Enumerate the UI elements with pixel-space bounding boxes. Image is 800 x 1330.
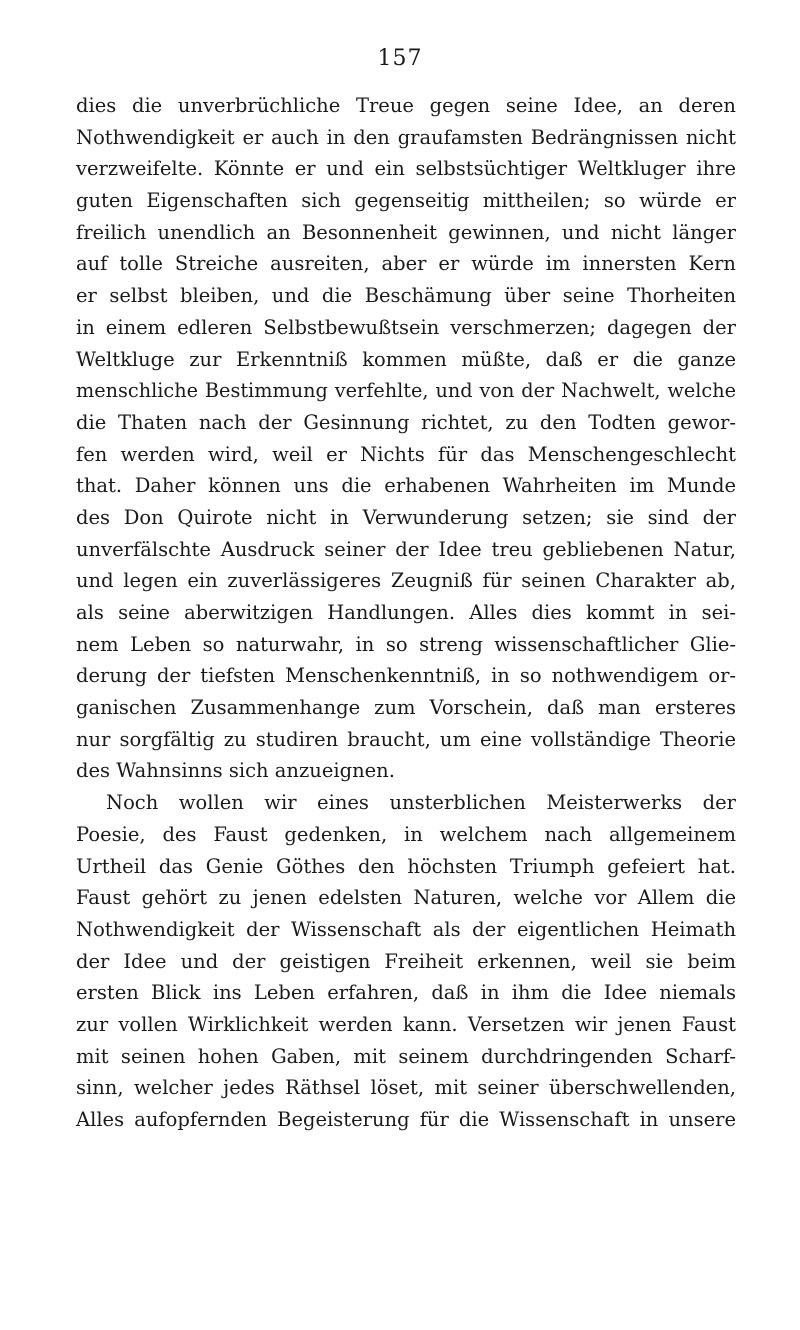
text-line: Nothwendigkeit er auch in den graufamsten Bedrängnissen nicht [76,125,736,149]
text-line: er selbst bleiben, und die Beschämung über seine Thorheiten [76,284,736,308]
text-line-paragraph-end: des Wahnsinns sich anzueignen. [76,759,395,783]
text-line: Weltkluge zur Erkenntniß kommen müßte, daß er die ganze [76,347,736,371]
text-line: derung der tiefsten Menschenkenntniß, in so nothwendigem or- [76,664,736,688]
text-line: Nothwendigkeit der Wissenschaft als der eigentlichen Heimath [76,917,736,941]
text-line: menschliche Bestimmung verfehlte, und von der Nachwelt, welche [76,379,736,403]
text-line: Poesie, des Faust gedenken, in welchem nach allgemeinem [76,822,736,846]
text-line: die Thaten nach der Gesinnung richtet, zu den Todten gewor- [76,410,736,434]
text-line: zur vollen Wirklichkeit werden kann. Versetzen wir jenen Faust [76,1012,736,1036]
text-line: fen werden wird, weil er Nichts für das Menschengeschlecht [76,442,736,466]
text-line: sinn, welcher jedes Räthsel löset, mit seiner überschwellenden, [76,1076,736,1100]
page-number: 157 [377,46,423,71]
text-line: Alles aufopfernden Begeisterung für die Wissenschaft in unsere [76,1108,736,1131]
body-text [76,90,736,1136]
text-line: in einem edleren Selbstbewußtsein verschmerzen; dagegen der [76,315,736,339]
text-line: des Don Quirote nicht in Verwunderung setzen; sie sind der [76,505,736,529]
text-line: und legen ein zuverlässigeres Zeugniß für seinen Charakter ab, [76,569,736,593]
text-line: that. Daher können uns die erhabenen Wahrheiten im Munde [76,474,736,498]
text-line: auf tolle Streiche ausreiten, aber er würde im innersten Kern [76,252,736,276]
text-line: ganischen Zusammenhange zum Vorschein, daß man ersteres [76,696,736,720]
text-line: verzweifelte. Könnte er und ein selbstsüchtiger Weltkluger ihre [76,157,736,181]
text-line: nem Leben so naturwahr, in so streng wissenschaftlicher Glie- [76,632,736,656]
text-line: Faust gehört zu jenen edelsten Naturen, welche vor Allem die [76,886,736,910]
text-line: Urtheil das Genie Göthes den höchsten Triumph gefeiert hat. [76,854,736,878]
text-line: der Idee und der geistigen Freiheit erkennen, weil sie beim [76,949,736,973]
text-line: als seine aberwitzigen Handlungen. Alles dies kommt in sei- [76,601,736,624]
text-line: nur sorgfältig zu studiren braucht, um eine vollständige Theorie [76,727,736,751]
text-line: guten Eigenschaften sich gegenseitig mittheilen; so würde er [76,189,736,213]
text-line: ersten Blick ins Leben erfahren, daß in ihm die Idee niemals [76,981,736,1005]
text-line: unverfälschte Ausdruck seiner der Idee treu gebliebenen Natur, [76,537,736,561]
text-line: mit seinen hohen Gaben, mit seinem durchdringenden Scharf- [76,1044,736,1068]
text-line-paragraph-start: Noch wollen wir eines unsterblichen Meisterwerks der [106,791,736,815]
text-line: freilich unendlich an Besonnenheit gewinnen, und nicht länger [76,220,736,244]
text-line: dies die unverbrüchliche Treue gegen seine Idee, an deren [76,94,736,117]
